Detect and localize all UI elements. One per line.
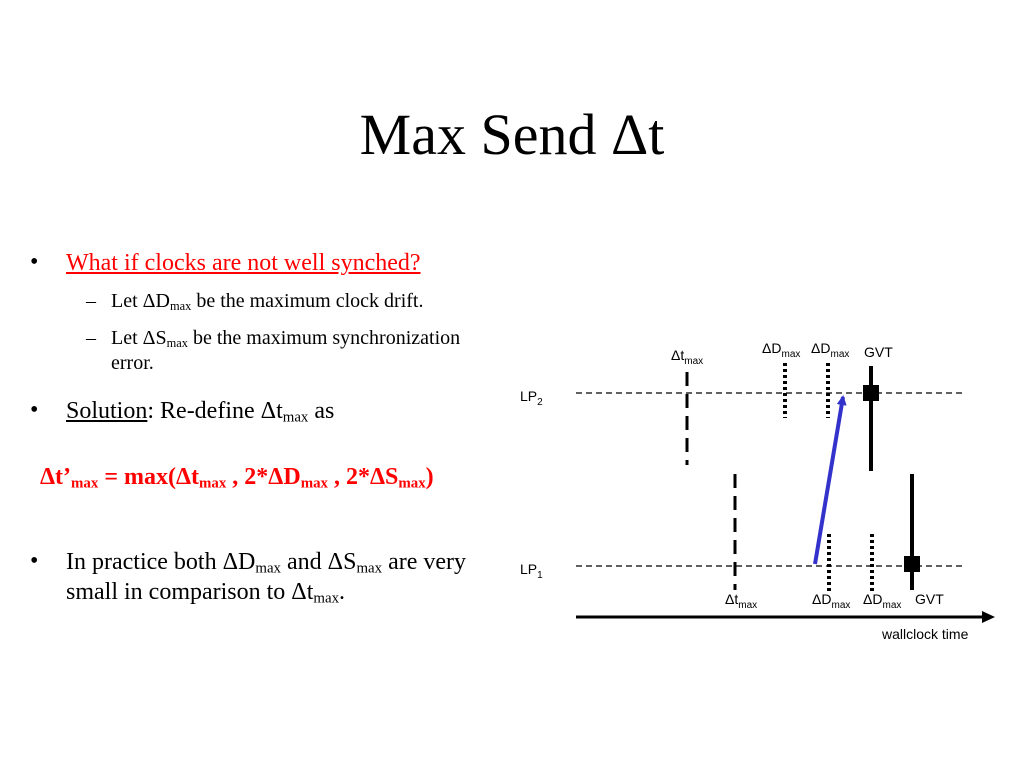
subbullet-sync-error: Let $\Delta S_{max}$ be the maximum synchronization error. bbox=[111, 327, 461, 374]
lp2-gvt-square bbox=[863, 385, 879, 401]
formula: $\Delta t’_{max} = \max(\Delta t_{max}$ , $2*\Delta D_{max}$ , $2*\Delta S_{max}$) bbox=[40, 464, 434, 492]
label-gvt-bottom: GVT bbox=[915, 591, 944, 607]
bullet-solution: Solution: Re-define $\Delta t_{max}$ as bbox=[66, 398, 335, 426]
subbullet-marker: – bbox=[86, 327, 96, 349]
label-delta-d-max-top: $\Delta D_{max}$ bbox=[762, 340, 801, 360]
bullet-question: What if clocks are not well synched? bbox=[66, 250, 421, 276]
label-delta-d-max-bottom: $\Delta D_{max}$ bbox=[812, 591, 851, 611]
bullet-in-practice: In practice both $\Delta D_{max}$ and $\Delta S_{max}$ are very small in comparison to $\Delta t_{max}$. bbox=[66, 549, 467, 607]
wallclock-axis-arrowhead bbox=[982, 611, 995, 623]
label-delta-d-max-top: $\Delta D_{max}$ bbox=[811, 340, 850, 360]
bullet-marker: • bbox=[30, 548, 39, 574]
label-delta-t-max-bottom: $\Delta t_{max}$ bbox=[725, 591, 758, 611]
lp1-label: $LP_1$ bbox=[520, 561, 543, 581]
slide-title: Max Send Δt bbox=[359, 102, 665, 167]
lp2-label: $LP_2$ bbox=[520, 388, 543, 408]
subbullet-marker: – bbox=[86, 290, 96, 312]
bullet-marker: • bbox=[30, 397, 39, 423]
lp1-gvt-square bbox=[904, 556, 920, 572]
label-delta-d-max-bottom: $\Delta D_{max}$ bbox=[863, 591, 902, 611]
label-delta-t-max-top: $\Delta t_{max}$ bbox=[671, 347, 704, 367]
message-arrow bbox=[815, 397, 843, 564]
label-gvt-top: GVT bbox=[864, 344, 893, 360]
subbullet-clock-drift: Let $\Delta D_{max}$ be the maximum clock drift. bbox=[111, 290, 424, 314]
bullet-marker: • bbox=[30, 249, 39, 275]
wallclock-label: wallclock time bbox=[882, 626, 969, 642]
